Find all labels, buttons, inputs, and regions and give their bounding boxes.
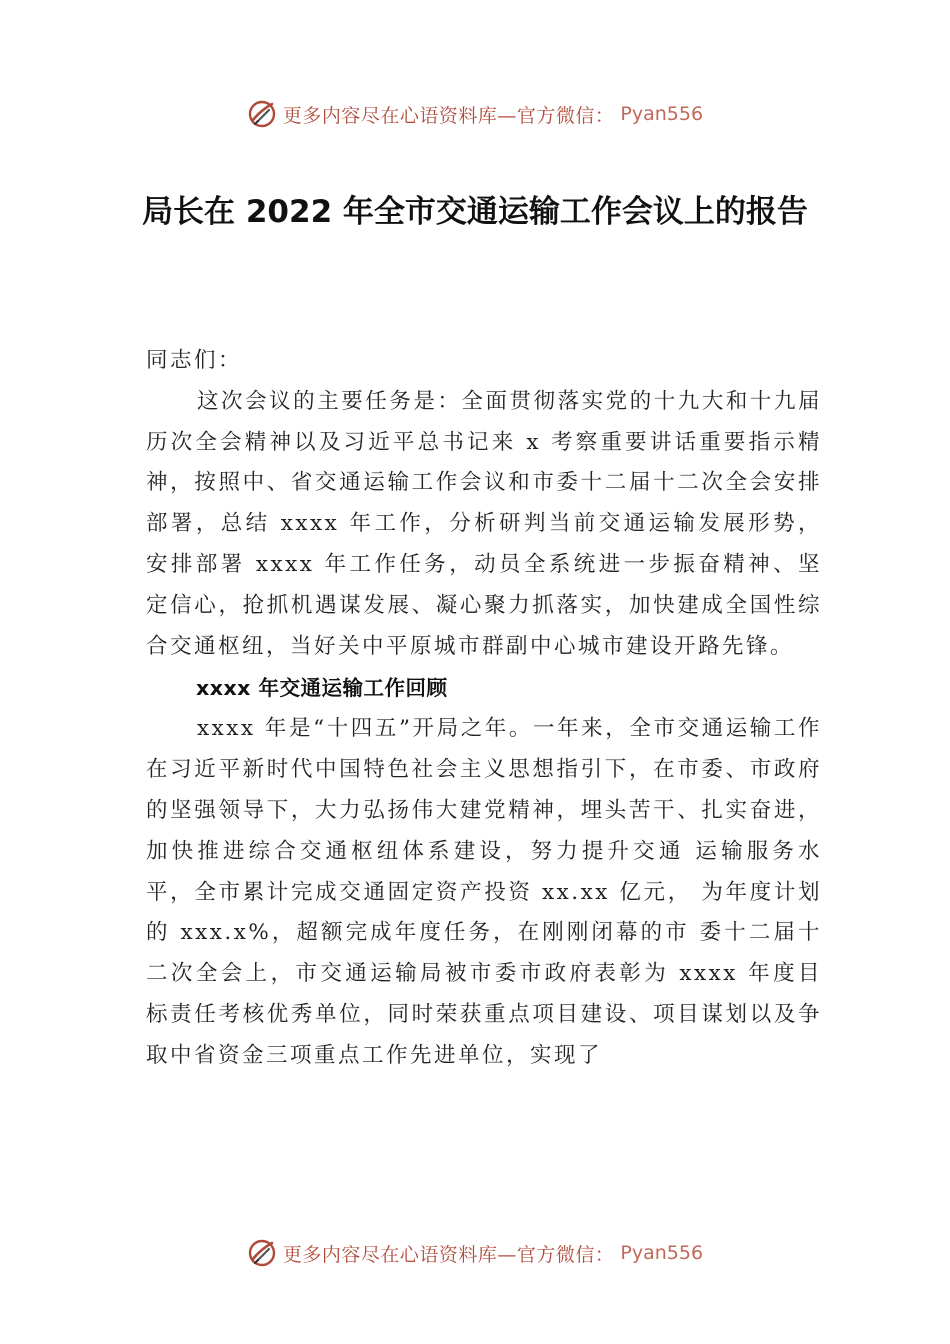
watermark-wechat-id: Pyan556	[620, 103, 704, 125]
footer-watermark-banner	[0, 1233, 950, 1273]
salutation: 同志们：	[146, 348, 243, 373]
watermark-text: 更多内容尽在心语资料库—官方微信：	[282, 1243, 615, 1266]
document-body	[146, 341, 822, 1077]
watermark-text: 更多内容尽在心语资料库—官方微信：	[282, 104, 615, 127]
pen-circle-logo-icon	[247, 1238, 277, 1268]
pen-circle-logo-icon	[247, 99, 277, 129]
section-heading: xxxx 年交通运输工作回顾	[196, 676, 448, 701]
watermark-wechat-id: Pyan556	[620, 1242, 704, 1264]
paragraph-review: xxxx 年是“十四五”开局之年。一年来，全市交通运输工作在习近平新时代中国特色社会主义思想指引下，在市委、市政府的坚强领导下，大力弘扬伟大建党精神，埋头苦干、扎实奋进，加快推进综合交通枢纽体系建设，努力提升交通 运输服务水平，全市累计完成交通固定资产投资 xx.xx 亿元， 为年度计划的 xxx.x%，超额完成年度任务，在刚刚闭幕的市 委十二届十二次全会上，市交通运输局被市委市政府表彰为 xxxx 年度目标责任考核优秀单位，同时荣获重点项目建设、项目谋划以及争取中省资金三项重点工作先进单位，实现了	[146, 716, 822, 1068]
document-title: 局长在 2022 年全市交通运输工作会议上的报告	[142, 194, 808, 230]
paragraph-intro: 这次会议的主要任务是：全面贯彻落实党的十九大和十九届历次全会精神以及习近平总书记来 x 考察重要讲话重要指示精神，按照中、省交通运输工作会议和市委十二届十二次全会安排部署，总结 xxxx 年工作，分析研判当前交通运输发展形势，安排部署 xxxx 年工作任务，动员全系统进一步振奋精神、坚定信心，抢抓机遇谋发展、凝心聚力抓落实，加快建成全国性综合交通枢纽，当好关中平原城市群副中心城市建设开路先锋。	[146, 388, 822, 659]
header-watermark-banner	[0, 94, 950, 134]
